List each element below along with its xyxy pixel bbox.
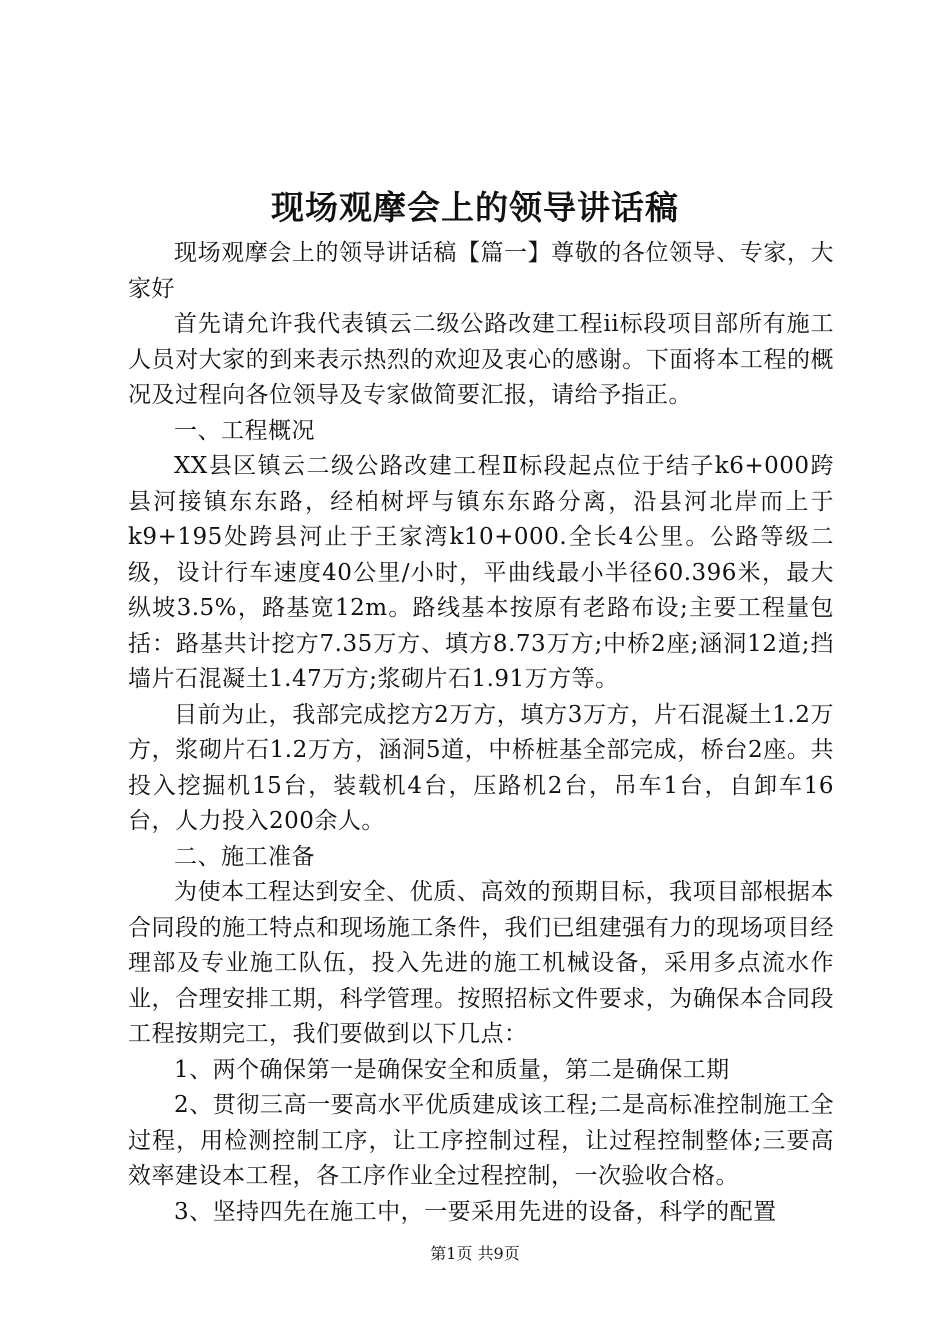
paragraph-project-overview: XX县区镇云二级公路改建工程Ⅱ标段起点位于结子k6+000跨县河接镇东东路，经柏树坪与镇东东路分离，沿县河北岸而上于k9+195处跨县河止于王家湾k10+000.全长4公里。公路等级二级，设计行车速度40公里/小时，平曲线最小半径60.396米，最大纵坡3.5%，路基宽12m。路线基本按原有老路布设;主要工程量包括：路基共计挖方7.35万方、填方8.73万方;中桥2座;涵洞12道;挡墙片石混凝土1.47万方;浆砌片石1.91万方等。 (128, 453, 834, 692)
list-item-3: 3、坚持四先在施工中，一要采用先进的设备，科学的配置 (174, 1198, 777, 1225)
section-heading-preparation: 二、施工准备 (174, 843, 315, 870)
section-heading-overview: 一、工程概况 (174, 417, 315, 444)
list-item-1: 1、两个确保第一是确保安全和质量，第二是确保工期 (174, 1056, 730, 1083)
paragraph-welcome: 首先请允许我代表镇云二级公路改建工程ii标段项目部所有施工人员对大家的到来表示热烈的欢迎及衷心的感谢。下面将本工程的概况及过程向各位领导及专家做简要汇报，请给予指正。 (128, 311, 834, 408)
page-footer: 第1页 共9页 (430, 1244, 520, 1263)
paragraph-preparation: 为使本工程达到安全、优质、高效的预期目标，我项目部根据本合同段的施工特点和现场施工条件，我们已组建强有力的现场项目经理部及专业施工队伍，投入先进的施工机械设备，采用多点流水作业，合理安排工期，科学管理。按照招标文件要求，为确保本合同段工程按期完工，我们要做到以下几点： (128, 879, 834, 1047)
paragraph-progress: 目前为止，我部完成挖方2万方，填方3万方，片石混凝土1.2万方，浆砌片石1.2万方，涵洞5道，中桥桩基全部完成，桥台2座。共投入挖掘机15台，装载机4台，压路机2台，吊车1台，自卸车16台，人力投入200余人。 (128, 701, 834, 834)
paragraph-intro: 现场观摩会上的领导讲话稿【篇一】尊敬的各位领导、专家，大家好 (128, 240, 834, 302)
document-body (128, 236, 834, 1230)
list-item-2: 2、贯彻三高一要高水平优质建成该工程;二是高标准控制施工全过程，用检测控制工序，让工序控制过程，让过程控制整体;三要高效率建设本工程，各工序作业全过程控制，一次验收合格。 (128, 1092, 834, 1189)
document-title: 现场观摩会上的领导讲话稿 (271, 188, 679, 227)
